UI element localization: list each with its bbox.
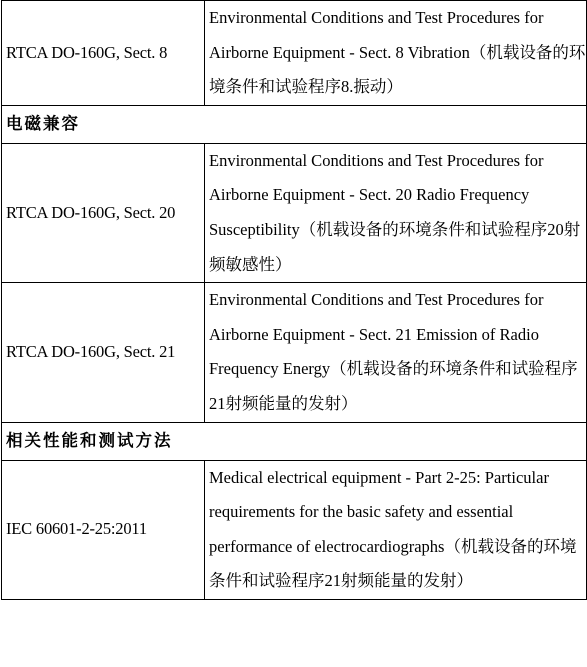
standard-code: IEC 60601-2-25:2011	[2, 460, 205, 599]
table-row	[2, 283, 587, 422]
standard-code: RTCA DO-160G, Sect. 20	[2, 143, 205, 282]
standard-code: RTCA DO-160G, Sect. 8	[2, 1, 205, 106]
table-row	[2, 143, 587, 282]
standard-code: RTCA DO-160G, Sect. 21	[2, 283, 205, 422]
standard-title: Environmental Conditions and Test Procedures for Airborne Equipment - Sect. 21 Emission of Radio Frequency Energy（机载设备的环境条件和试验程序21射频能量的发射）	[205, 283, 587, 422]
standard-title: Environmental Conditions and Test Procedures for Airborne Equipment - Sect. 20 Radio Frequency Susceptibility（机载设备的环境条件和试验程序20射频敏感性）	[205, 143, 587, 282]
standard-title: Environmental Conditions and Test Procedures for Airborne Equipment - Sect. 8 Vibration（机载设备的环境条件和试验程序8.振动）	[205, 1, 587, 106]
standards-table	[1, 0, 587, 600]
table-row	[2, 1, 587, 106]
section-header-row	[2, 422, 587, 460]
section-header: 相关性能和测试方法	[2, 422, 587, 460]
section-header: 电磁兼容	[2, 105, 587, 143]
table-row	[2, 460, 587, 599]
section-header-row	[2, 105, 587, 143]
standard-title: Medical electrical equipment - Part 2-25: Particular requirements for the basic safety and essential performance of electrocardiographs（机载设备的环境条件和试验程序21射频能量的发射）	[205, 460, 587, 599]
